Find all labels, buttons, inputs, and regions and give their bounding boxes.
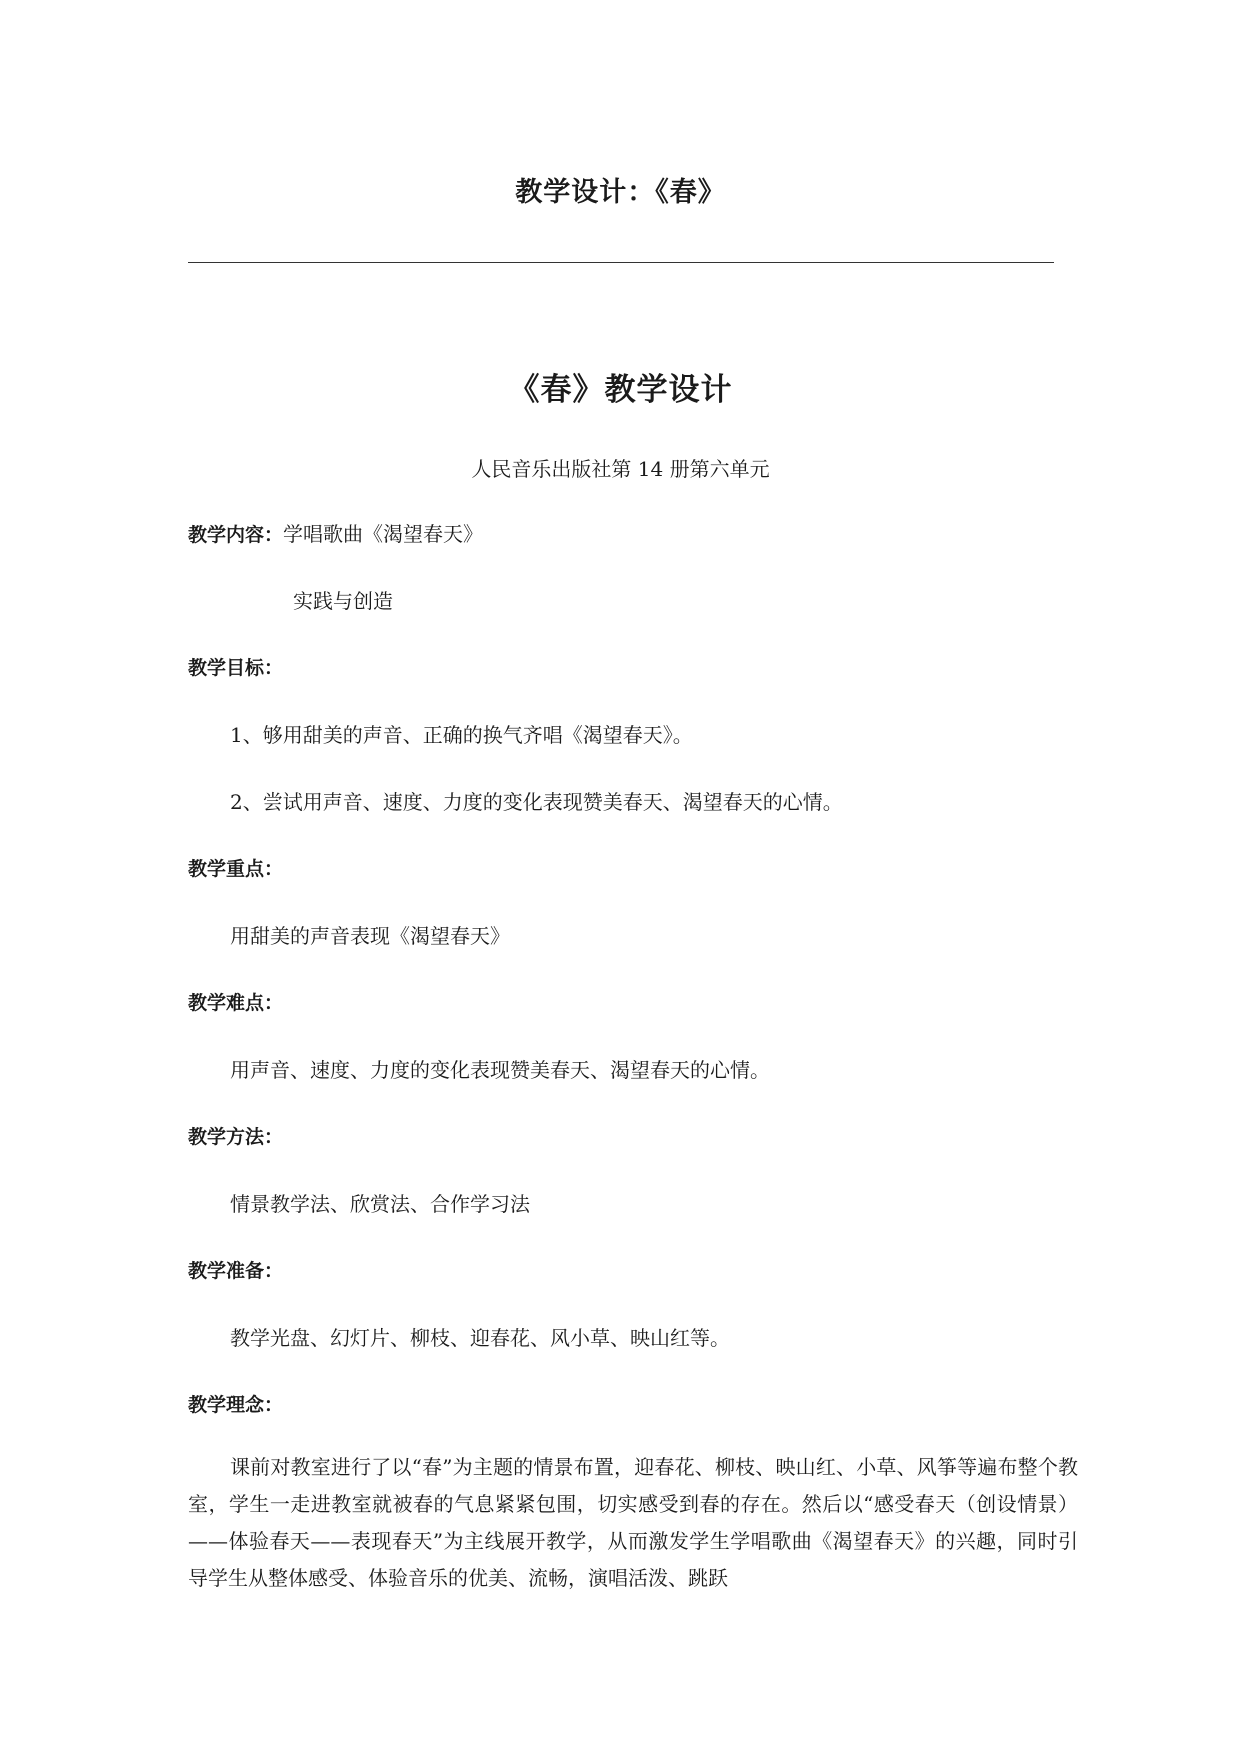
document-subtitle: 人民音乐出版社第 14 册第六单元: [471, 457, 770, 481]
content-item-1: 学唱歌曲《渴望春天》: [283, 522, 484, 546]
preparation-label: 教学准备：: [188, 1260, 284, 1282]
methods-label: 教学方法：: [188, 1126, 284, 1148]
philosophy-label: 教学理念：: [188, 1394, 284, 1416]
header-divider: [188, 262, 1054, 263]
objectives-label: 教学目标：: [188, 657, 284, 679]
key-points-text: 用甜美的声音表现《渴望春天》: [230, 924, 510, 948]
methods-text: 情景教学法、欣赏法、合作学习法: [230, 1192, 530, 1216]
content-label: 教学内容：: [188, 524, 284, 546]
difficulties-label: 教学难点：: [188, 992, 284, 1014]
difficulties-text: 用声音、速度、力度的变化表现赞美春天、渴望春天的心情。: [230, 1058, 770, 1082]
preparation-text: 教学光盘、幻灯片、柳枝、迎春花、风小草、映山红等。: [230, 1326, 730, 1350]
document-title: 《春》教学设计: [508, 372, 733, 408]
page-header-title: 教学设计：《春》: [515, 177, 726, 208]
objective-item-2: 2、尝试用声音、速度、力度的变化表现赞美春天、渴望春天的心情。: [230, 790, 843, 814]
key-points-label: 教学重点：: [188, 858, 284, 880]
content-section: [188, 520, 483, 549]
philosophy-paragraph: 课前对教室进行了以“春”为主题的情景布置，迎春花、柳枝、映山红、小草、风筝等遍布整个教室，学生一走进教室就被春的气息紧紧包围，切实感受到春的存在。然后以“感受春天（创设情景）——体验春天——表现春天”为主线展开教学，从而激发学生学唱歌曲《渴望春天》的兴趣，同时引导学生从整体感受、体验音乐的优美、流畅，演唱活泼、跳跃: [188, 1455, 1078, 1590]
content-item-2: 实践与创造: [293, 589, 393, 613]
objective-item-1: 1、够用甜美的声音、正确的换气齐唱《渴望春天》。: [230, 723, 693, 747]
